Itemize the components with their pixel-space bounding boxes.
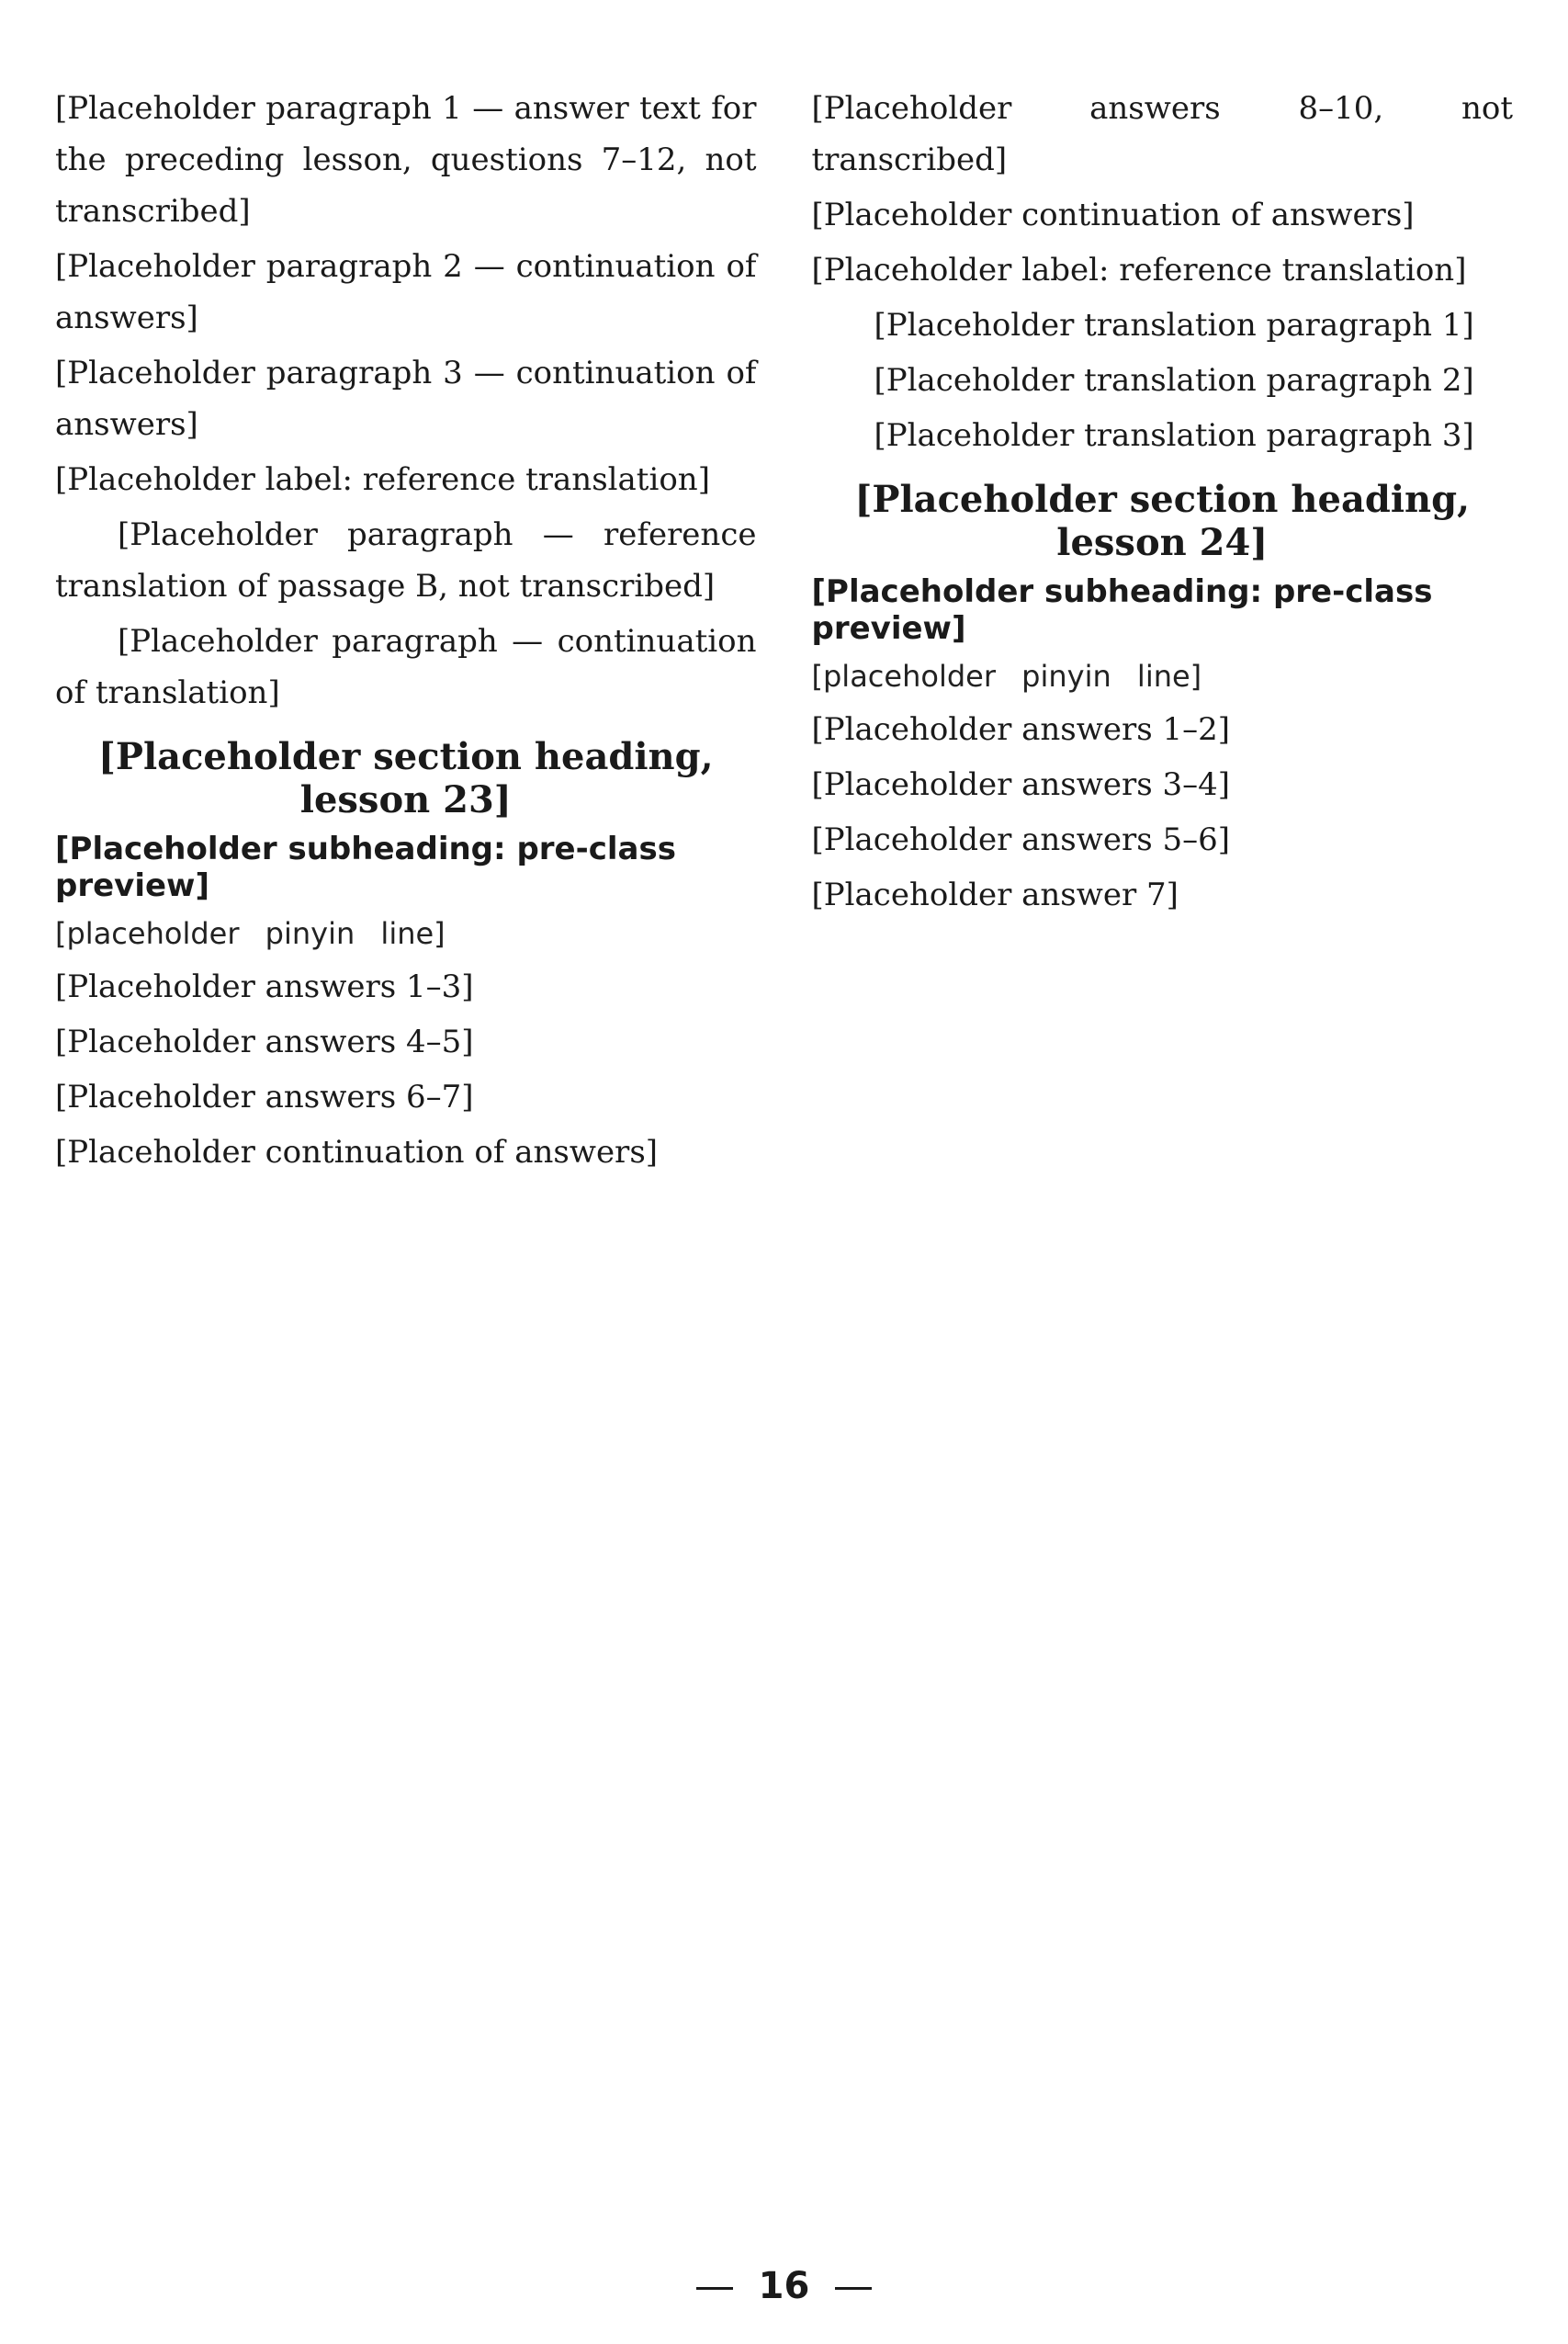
- answer-paragraph: [Placeholder continuation of answers]: [811, 197, 1415, 233]
- answer-paragraph: [Placeholder paragraph 2 — continuation of answers]: [55, 248, 757, 336]
- answer-paragraph: [Placeholder answers 6–7]: [55, 1079, 474, 1115]
- reference-translation-label: [Placeholder label: reference translation]: [811, 252, 1467, 289]
- answer-paragraph: [Placeholder answers 4–5]: [55, 1024, 474, 1060]
- section-title: [Placeholder section heading, lesson 24]: [854, 478, 1471, 564]
- translation-paragraph: [Placeholder paragraph — continuation of translation]: [55, 623, 757, 711]
- pinyin-line: [placeholder pinyin line]: [55, 916, 446, 951]
- answer-paragraph: [Placeholder answers 8–10, not transcribed]: [811, 90, 1513, 178]
- translation-paragraph: [Placeholder paragraph — reference translation of passage B, not transcribed]: [55, 516, 757, 605]
- section-title: [Placeholder section heading, lesson 23]: [97, 735, 714, 821]
- answer-paragraph: [Placeholder paragraph 1 — answer text for the preceding lesson, questions 7–12, not transcribed]: [55, 90, 757, 230]
- preview-label: [Placeholder subheading: pre-class preview]: [811, 573, 1433, 647]
- answer-paragraph: [Placeholder answers 1–3]: [55, 968, 474, 1005]
- reference-translation-label: [Placeholder label: reference translation]: [55, 461, 710, 498]
- preview-label: [Placeholder subheading: pre-class preview]: [55, 831, 676, 904]
- answer-paragraph: [Placeholder answers 3–4]: [811, 766, 1231, 803]
- answer-paragraph: [Placeholder continuation of answers]: [55, 1134, 659, 1171]
- translation-paragraph: [Placeholder translation paragraph 1]: [874, 307, 1474, 344]
- page-number-text: 16: [758, 2265, 810, 2307]
- dash-right: [835, 2287, 872, 2290]
- left-column: [55, 83, 757, 1182]
- translation-paragraph: [Placeholder translation paragraph 3]: [874, 417, 1474, 454]
- pinyin-line: [placeholder pinyin line]: [811, 659, 1202, 694]
- answer-paragraph: [Placeholder answer 7]: [811, 877, 1179, 913]
- answer-paragraph: [Placeholder answers 5–6]: [811, 821, 1231, 858]
- right-column: [812, 83, 1514, 1182]
- answer-paragraph: [Placeholder answers 1–2]: [811, 711, 1231, 748]
- two-column-layout: [55, 83, 1513, 1182]
- answer-paragraph: [Placeholder paragraph 3 — continuation of answers]: [55, 355, 757, 443]
- dash-left: [696, 2287, 733, 2290]
- translation-paragraph: [Placeholder translation paragraph 2]: [874, 362, 1474, 399]
- page-number: [0, 2265, 1568, 2307]
